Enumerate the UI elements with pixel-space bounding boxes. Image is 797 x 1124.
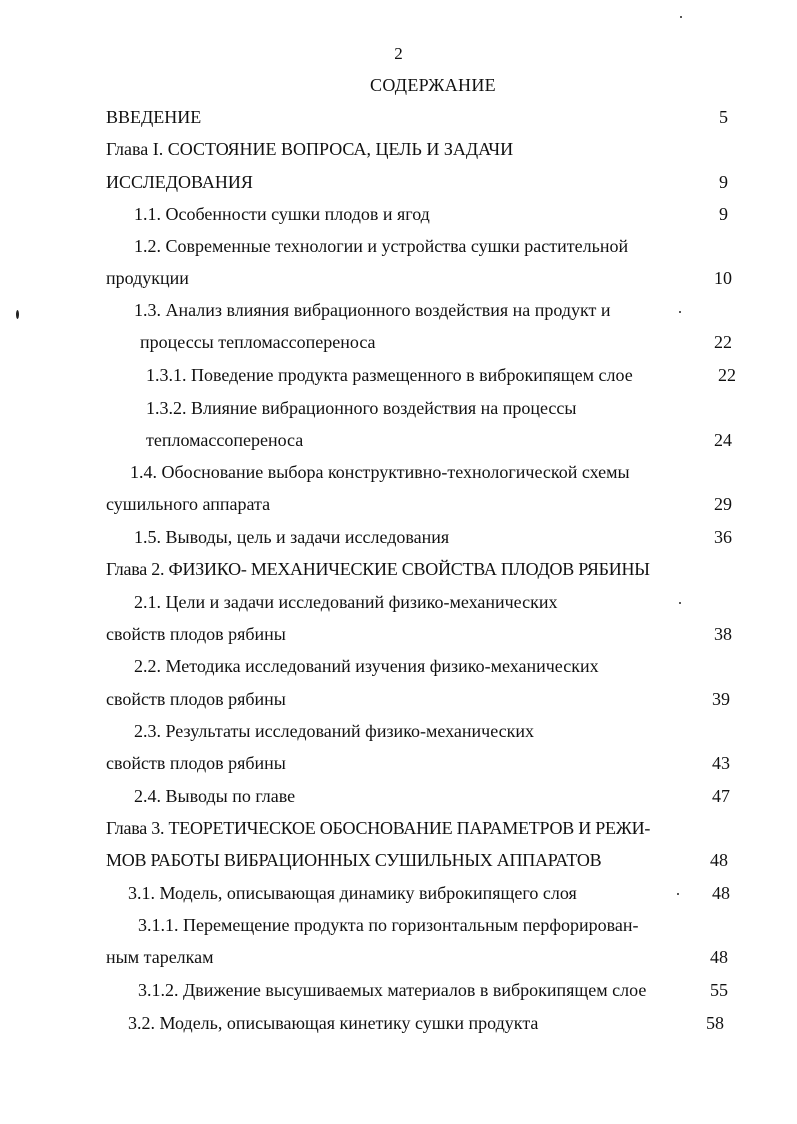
toc-page-1-1: 9 (719, 204, 728, 224)
toc-page-3-1-1: 48 (710, 947, 728, 967)
toc-entry-1-3-1: 1.3.1. Поведение продукта размещенного в виброкипящем слое (146, 365, 633, 385)
toc-entry-chapter-1: Глава I. СОСТОЯНИЕ ВОПРОСА, ЦЕЛЬ И ЗАДАЧИ (106, 139, 514, 159)
scan-speck (680, 16, 682, 18)
toc-entry-2-1: 2.1. Цели и задачи исследований физико-механических (134, 592, 558, 612)
toc-entry-3-1-1-cont: ным тарелкам (106, 947, 214, 967)
toc-entry-2-4: 2.4. Выводы по главе (134, 786, 296, 806)
toc-entry-1-4: 1.4. Обоснование выбора конструктивно-технологической схемы (130, 462, 630, 482)
toc-entry-2-1-cont: свойств плодов рябины (106, 624, 286, 644)
toc-page-1-5: 36 (714, 527, 732, 547)
toc-entry-intro: ВВЕДЕНИЕ (106, 107, 202, 127)
toc-page-2-3: 43 (712, 753, 730, 773)
toc-entry-chapter-3: Глава 3. ТЕОРЕТИЧЕСКОЕ ОБОСНОВАНИЕ ПАРАМЕТРОВ И РЕЖИ- (106, 818, 651, 838)
scan-speck (679, 602, 681, 604)
toc-entry-1-3-cont: процессы тепломассопереноса (140, 332, 376, 352)
toc-page-3-2: 58 (706, 1013, 724, 1033)
toc-entry-chapter-1-cont: ИССЛЕДОВАНИЯ (106, 172, 253, 192)
page-number: 2 (394, 44, 403, 63)
toc-page-3-1-2: 55 (710, 980, 728, 1000)
toc-entry-chapter-2: Глава 2. ФИЗИКО- МЕХАНИЧЕСКИЕ СВОЙСТВА ПЛОДОВ РЯБИНЫ (106, 559, 650, 579)
toc-entry-3-1: 3.1. Модель, описывающая динамику виброкипящего слоя (128, 883, 577, 903)
toc-page-1-3-1: 22 (718, 365, 736, 385)
toc-entry-2-3: 2.3. Результаты исследований физико-механических (134, 721, 535, 741)
scan-speck (679, 311, 681, 313)
toc-page-3-1: 48 (712, 883, 730, 903)
toc-entry-1-3: 1.3. Анализ влияния вибрационного воздействия на продукт и (134, 300, 611, 320)
toc-page-1-3: 22 (714, 332, 732, 352)
scan-speck (677, 893, 679, 895)
toc-page-chapter-1: 9 (719, 172, 728, 192)
toc-entry-chapter-3-cont: МОВ РАБОТЫ ВИБРАЦИОННЫХ СУШИЛЬНЫХ АППАРАТОВ (106, 850, 602, 870)
toc-entry-1-3-2-cont: тепломассопереноса (146, 430, 304, 450)
toc-entry-2-3-cont: свойств плодов рябины (106, 753, 286, 773)
toc-page-1-3-2: 24 (714, 430, 732, 450)
toc-entry-1-4-cont: сушильного аппарата (106, 494, 271, 514)
toc-page-chapter-3: 48 (710, 850, 728, 870)
toc-page-1-4: 29 (714, 494, 732, 514)
toc-page-2-2: 39 (712, 689, 730, 709)
toc-entry-3-1-1: 3.1.1. Перемещение продукта по горизонтальным перфорирован- (138, 915, 639, 935)
toc-entry-1-1: 1.1. Особенности сушки плодов и ягод (134, 204, 430, 224)
scan-speck (16, 310, 19, 319)
toc-entry-2-2-cont: свойств плодов рябины (106, 689, 286, 709)
toc-entry-1-3-2: 1.3.2. Влияние вибрационного воздействия на процессы (146, 398, 577, 418)
toc-entry-2-2: 2.2. Методика исследований изучения физико-механических (134, 656, 599, 676)
toc-page-2-1: 38 (714, 624, 732, 644)
toc-page-1-2: 10 (714, 268, 732, 288)
toc-page-intro: 5 (719, 107, 728, 127)
toc-entry-1-2-cont: продукции (106, 268, 189, 288)
toc-entry-3-2: 3.2. Модель, описывающая кинетику сушки продукта (128, 1013, 539, 1033)
toc-title: СОДЕРЖАНИЕ (370, 75, 496, 95)
toc-entry-1-5: 1.5. Выводы, цель и задачи исследования (134, 527, 450, 547)
toc-entry-1-2: 1.2. Современные технологии и устройства сушки растительной (134, 236, 629, 256)
toc-entry-3-1-2: 3.1.2. Движение высушиваемых материалов в виброкипящем слое (138, 980, 647, 1000)
toc-page-2-4: 47 (712, 786, 730, 806)
